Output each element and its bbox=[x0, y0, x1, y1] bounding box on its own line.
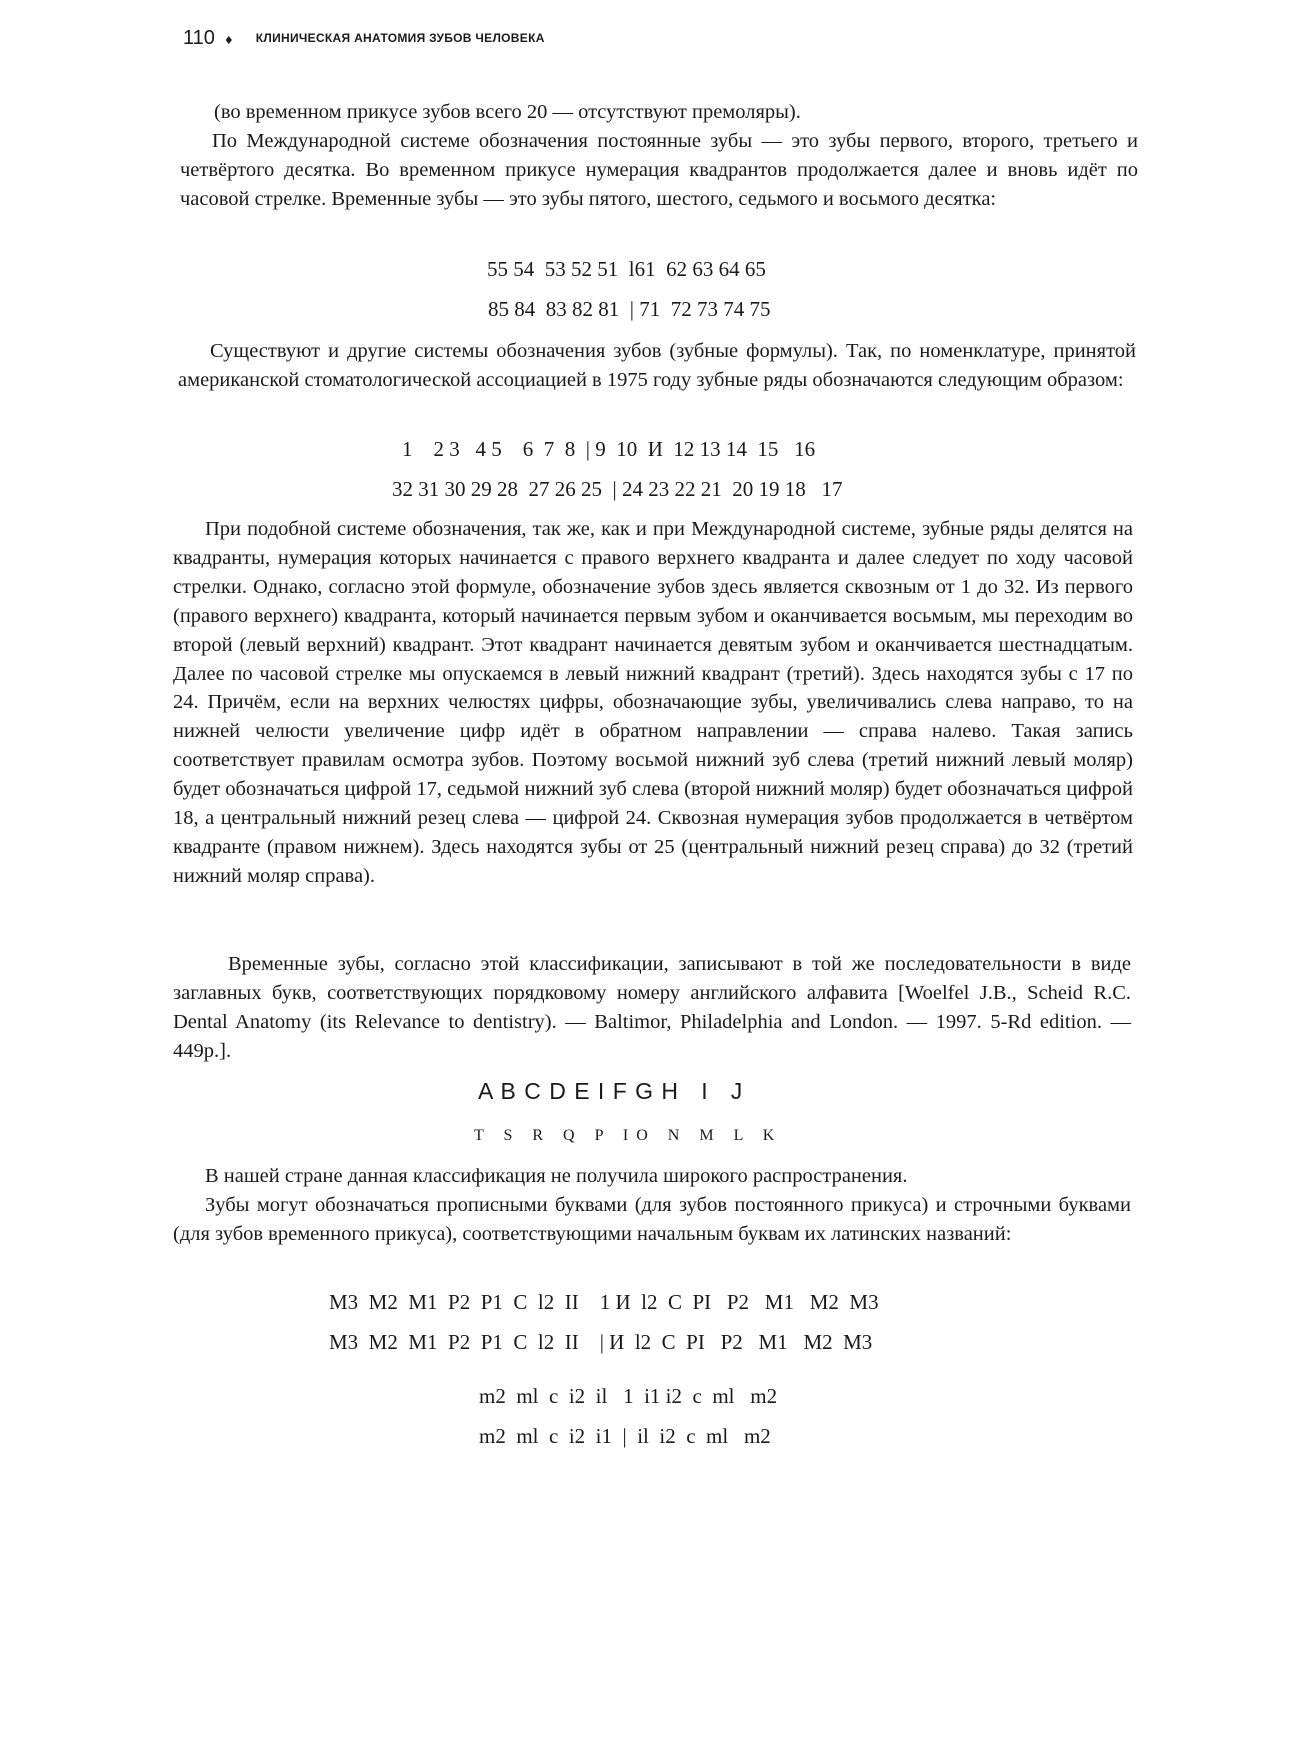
paragraph: При подобной системе обозначения, так же, как и при Международной системе, зубные ряды делятся на квадранты, нумерация которых начинается с правого верхнего квадранта и далее следует по ходу часовой стрелки. Однако, согласно этой формуле, обозначение зубов здесь является сквозным от 1 до 32. Из первого (правого верхнего) квадранта, который начинается первым зубом и оканчивается восьмым, мы переходим во второй (левый верхний) квадрант. Этот квадрант начинается девятым зубом и оканчивается шестнадцатым. Далее по часовой стрелке мы опускаемся в левый нижний квадрант (третий). Здесь находятся зубы с 17 по 24. Причём, если на верхних челюстях цифры, обозначающие зубы, увеличивались слева направо, то на нижней челюсти увеличение цифр идёт в обратном направлении — справа налево. Такая запись соответствует правилам осмотра зубов. Поэтому восьмой нижний зуб слева (третий нижний левый моляр) будет обозначаться цифрой 17, седьмой нижний зуб слева (второй нижний моляр) будет обозначаться цифрой 18, а центральный нижний резец слева — цифрой 24. Сквозная нумерация зубов продолжается в четвёртом квадранте (правом нижнем). Здесь находятся зубы от 25 (центральный нижний резец справа) до 32 (третий нижний моляр справа). bbox=[173, 518, 1133, 887]
paragraph: Существуют и другие системы обозначения зубов (зубные формулы). Так, по номенклатуре, принятой американской стоматологической ассоциацией в 1975 году зубные ряды обозначаются следующим образом: bbox=[178, 340, 1136, 391]
page-number: 110 bbox=[183, 26, 215, 49]
diamond-icon: ♦ bbox=[223, 33, 234, 47]
paragraph: В нашей стране данная классификация не получила широкого распространения. bbox=[205, 1165, 908, 1187]
formula-intl-lower: 85 84 83 82 81 | 71 72 73 74 75 bbox=[488, 297, 771, 321]
formula-ada-upper: 1 2 3 4 5 6 7 8 | 9 10 И 12 13 14 15 16 bbox=[402, 437, 816, 461]
paragraph-block bbox=[178, 337, 1136, 395]
running-head bbox=[183, 22, 545, 54]
formula-intl-upper: 55 54 53 52 51 l61 62 63 64 65 bbox=[487, 257, 766, 281]
formula-ada-lower: 32 31 30 29 28 27 26 25 | 24 23 22 21 20 19 18 17 bbox=[392, 477, 843, 501]
paragraph: По Международной системе обозначения постоянные зубы — это зубы первого, второго, третьего и четвёртого десятка. Во временном прикусе нумерация квадрантов продолжается далее и вновь идёт по часовой стрелке. Временные зубы — это зубы пятого, шестого, седьмого и восьмого десятка: bbox=[180, 130, 1138, 210]
paragraph: (во временном прикусе зубов всего 20 — отсутствуют премоляры). bbox=[214, 101, 801, 123]
formula-letters-lower: T S R Q P I O N M L K bbox=[474, 1127, 777, 1144]
formula-milk-upper: m2 ml c i2 il 1 i1 i2 c ml m2 bbox=[479, 1384, 778, 1408]
paragraph-block bbox=[180, 127, 1138, 214]
paragraph-block bbox=[173, 515, 1133, 891]
paragraph: Зубы могут обозначаться прописными буквами (для зубов постоянного прикуса) и строчными буквами (для зубов временного прикуса), соответствующими начальным буквам их латинских названий: bbox=[173, 1193, 1131, 1245]
formula-milk-lower: m2 ml c i2 i1 | il i2 c ml m2 bbox=[479, 1424, 771, 1448]
formula-perm-upper: M3 M2 M1 P2 P1 C l2 II 1 И l2 C PI P2 M1 M2 M3 bbox=[329, 1290, 879, 1314]
paragraph-block bbox=[173, 1162, 1131, 1249]
paragraph-continuation bbox=[214, 98, 1114, 127]
formula-letters-upper: A B C D E I F G H I J bbox=[478, 1078, 744, 1104]
paragraph-block bbox=[173, 950, 1131, 1066]
formula-perm-lower: M3 M2 M1 P2 P1 C l2 II | И l2 C PI P2 M1 M2 M3 bbox=[329, 1330, 873, 1354]
running-head-title: КЛИНИЧЕСКАЯ АНАТОМИЯ ЗУБОВ ЧЕЛОВЕКА bbox=[255, 31, 545, 45]
paragraph: Временные зубы, согласно этой классификации, записывают в той же последовательности в виде заглавных букв, соответствующих порядковому номеру английского алфавита [Woelfel J.B., Scheid R.C. Dental Anatomy (its Relevance to dentistry). — Baltimor, Philadelphia and London. — 1997. 5-Rd edition. — 449p.]. bbox=[173, 953, 1131, 1062]
